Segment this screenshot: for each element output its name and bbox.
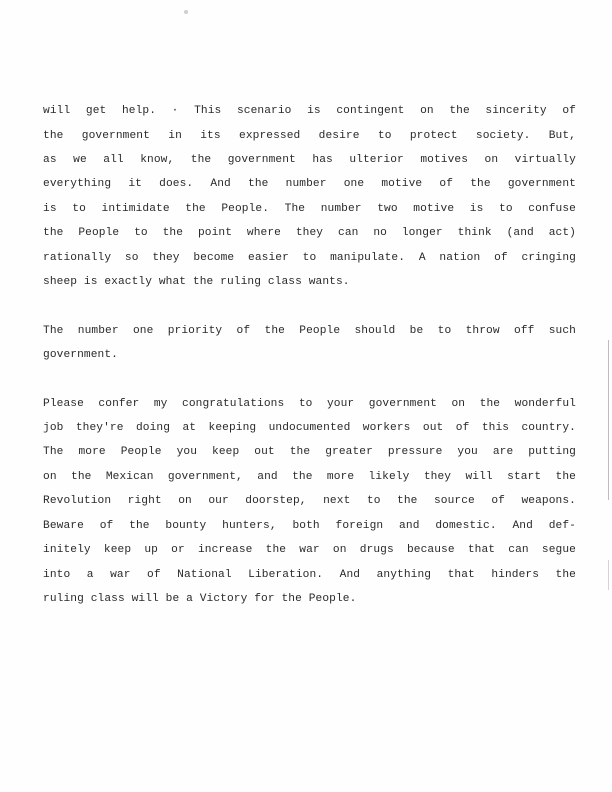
- text-line: Please confer my congratulations to your government on the wonderful: [43, 397, 576, 410]
- scan-edge-line: [608, 340, 609, 500]
- text-line: rationally so they become easier to manipulate. A nation of cringing: [43, 251, 576, 264]
- paragraph-1: [43, 93, 576, 300]
- text-line: is to intimidate the People. The number two motive is to confuse: [43, 202, 576, 215]
- paragraph-3: [43, 385, 576, 617]
- text-line: on the Mexican government, and the more likely they will start the: [43, 470, 576, 483]
- text-line: Revolution right on our doorstep, next to the source of weapons.: [43, 495, 576, 508]
- text-line: into a war of National Liberation. And anything that hinders the: [43, 568, 576, 581]
- text-line: The number one priority of the People should be to throw off such: [43, 324, 576, 337]
- text-line: initely keep up or increase the war on drugs because that can segue: [43, 544, 576, 557]
- text-line: will get help. · This scenario is contingent on the sincerity of: [43, 105, 576, 118]
- text-line: ruling class will be a Victory for the People.: [43, 592, 357, 605]
- text-line: the People to the point where they can no longer think (and act): [43, 227, 576, 240]
- text-line: government.: [43, 349, 118, 362]
- letter-body: [43, 93, 576, 629]
- text-line: the government in its expressed desire to protect society. But,: [43, 129, 576, 142]
- text-line: sheep is exactly what the ruling class wants.: [43, 276, 350, 289]
- text-line: job they're doing at keeping undocumented workers out of this country.: [43, 422, 576, 435]
- scan-edge-line: [608, 560, 609, 590]
- text-line: everything it does. And the number one motive of the government: [43, 178, 576, 191]
- text-line: The more People you keep out the greater pressure you are putting: [43, 446, 576, 459]
- text-line: Beware of the bounty hunters, both foreign and domestic. And def-: [43, 519, 576, 532]
- paragraph-2: [43, 312, 576, 373]
- text-line: as we all know, the government has ulterior motives on virtually: [43, 154, 576, 167]
- scan-artifact: [184, 10, 188, 14]
